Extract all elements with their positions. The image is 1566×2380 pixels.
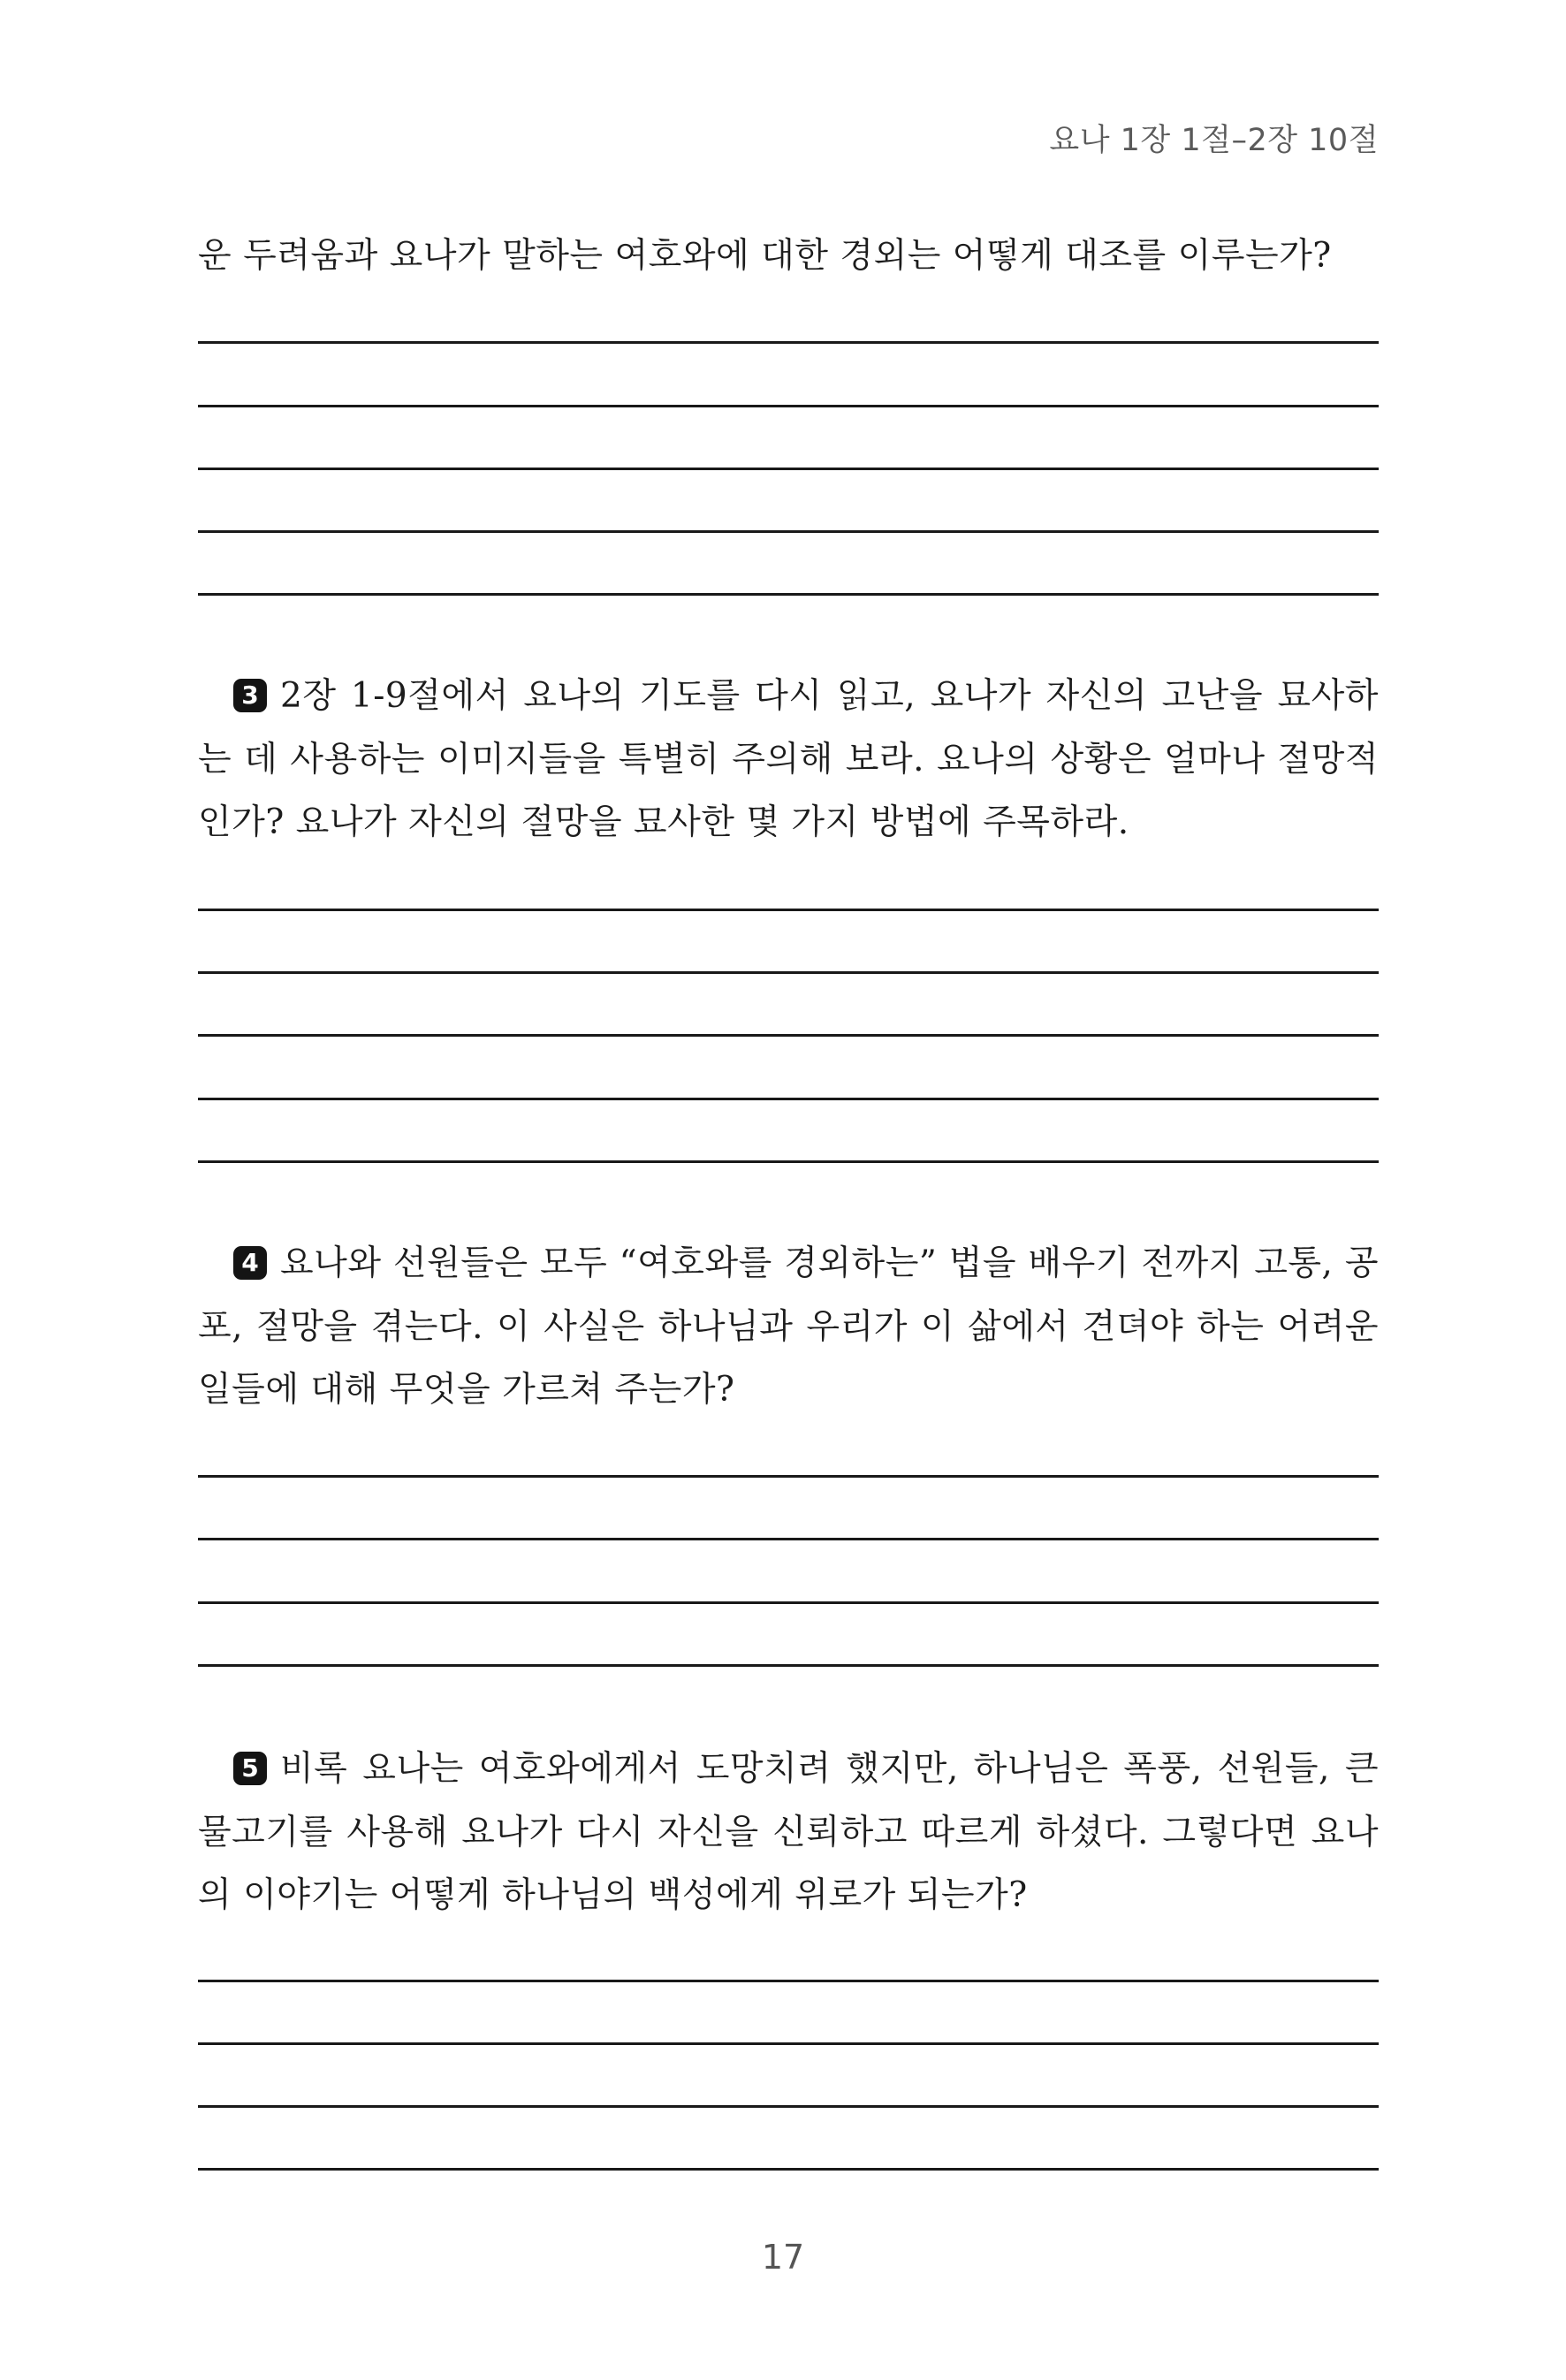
paragraph-intro (198, 224, 1379, 288)
question-number-badge: 3 (233, 679, 267, 712)
answer-line (198, 1098, 1379, 1100)
text-line: 일들에 대해 무엇을 가르쳐 주는가? (198, 1370, 735, 1410)
answer-line (198, 1538, 1379, 1540)
answer-line (198, 971, 1379, 974)
question-number-badge: 4 (233, 1246, 267, 1280)
answer-line (198, 1664, 1379, 1667)
question-4 (198, 1232, 1379, 1422)
question-5 (198, 1737, 1379, 1928)
question-3 (198, 665, 1379, 855)
answer-line (198, 1475, 1379, 1478)
answer-line (198, 2042, 1379, 2045)
text-line (198, 1737, 1379, 1801)
question-text: 요나와 선원들은 모두 “여호와를 경외하는” 법을 배우기 전까지 고통, 공 (280, 1243, 1379, 1283)
question-text: 비록 요나는 여호와에게서 도망치려 했지만, 하나님은 폭풍, 선원들, 큰 (280, 1749, 1379, 1789)
text-line: 의 이야기는 어떻게 하나님의 백성에게 위로가 되는가? (198, 1875, 1028, 1915)
question-number-badge: 5 (233, 1752, 267, 1785)
text-line: 포, 절망을 겪는다. 이 사실은 하나님과 우리가 이 삶에서 견뎌야 하는 어려운 (198, 1306, 1379, 1347)
running-head: 요나 1장 1절–2장 10절 (1049, 123, 1379, 158)
text-line (198, 1232, 1379, 1296)
answer-line (198, 2105, 1379, 2108)
answer-line (198, 1601, 1379, 1604)
answer-line (198, 2168, 1379, 2171)
answer-line (198, 1160, 1379, 1163)
text-line: 는 데 사용하는 이미지들을 특별히 주의해 보라. 요나의 상황은 얼마나 절망적 (198, 739, 1379, 779)
answer-line (198, 530, 1379, 533)
question-text: 2장 1-9절에서 요나의 기도를 다시 읽고, 요나가 자신의 고난을 묘사하 (280, 676, 1379, 716)
text-line: 인가? 요나가 자신의 절망을 묘사한 몇 가지 방법에 주목하라. (198, 802, 1129, 842)
answer-line (198, 909, 1379, 911)
answer-line (198, 341, 1379, 344)
answer-line (198, 593, 1379, 596)
text-line (198, 665, 1379, 728)
answer-line (198, 405, 1379, 407)
answer-line (198, 1980, 1379, 1982)
text-line: 물고기를 사용해 요나가 다시 자신을 신뢰하고 따르게 하셨다. 그렇다면 요나 (198, 1812, 1379, 1852)
answer-line (198, 1034, 1379, 1037)
answer-line (198, 468, 1379, 470)
text-line: 운 두려움과 요나가 말하는 여호와에 대한 경외는 어떻게 대조를 이루는가? (198, 236, 1332, 276)
page-number: 17 (761, 2238, 805, 2277)
